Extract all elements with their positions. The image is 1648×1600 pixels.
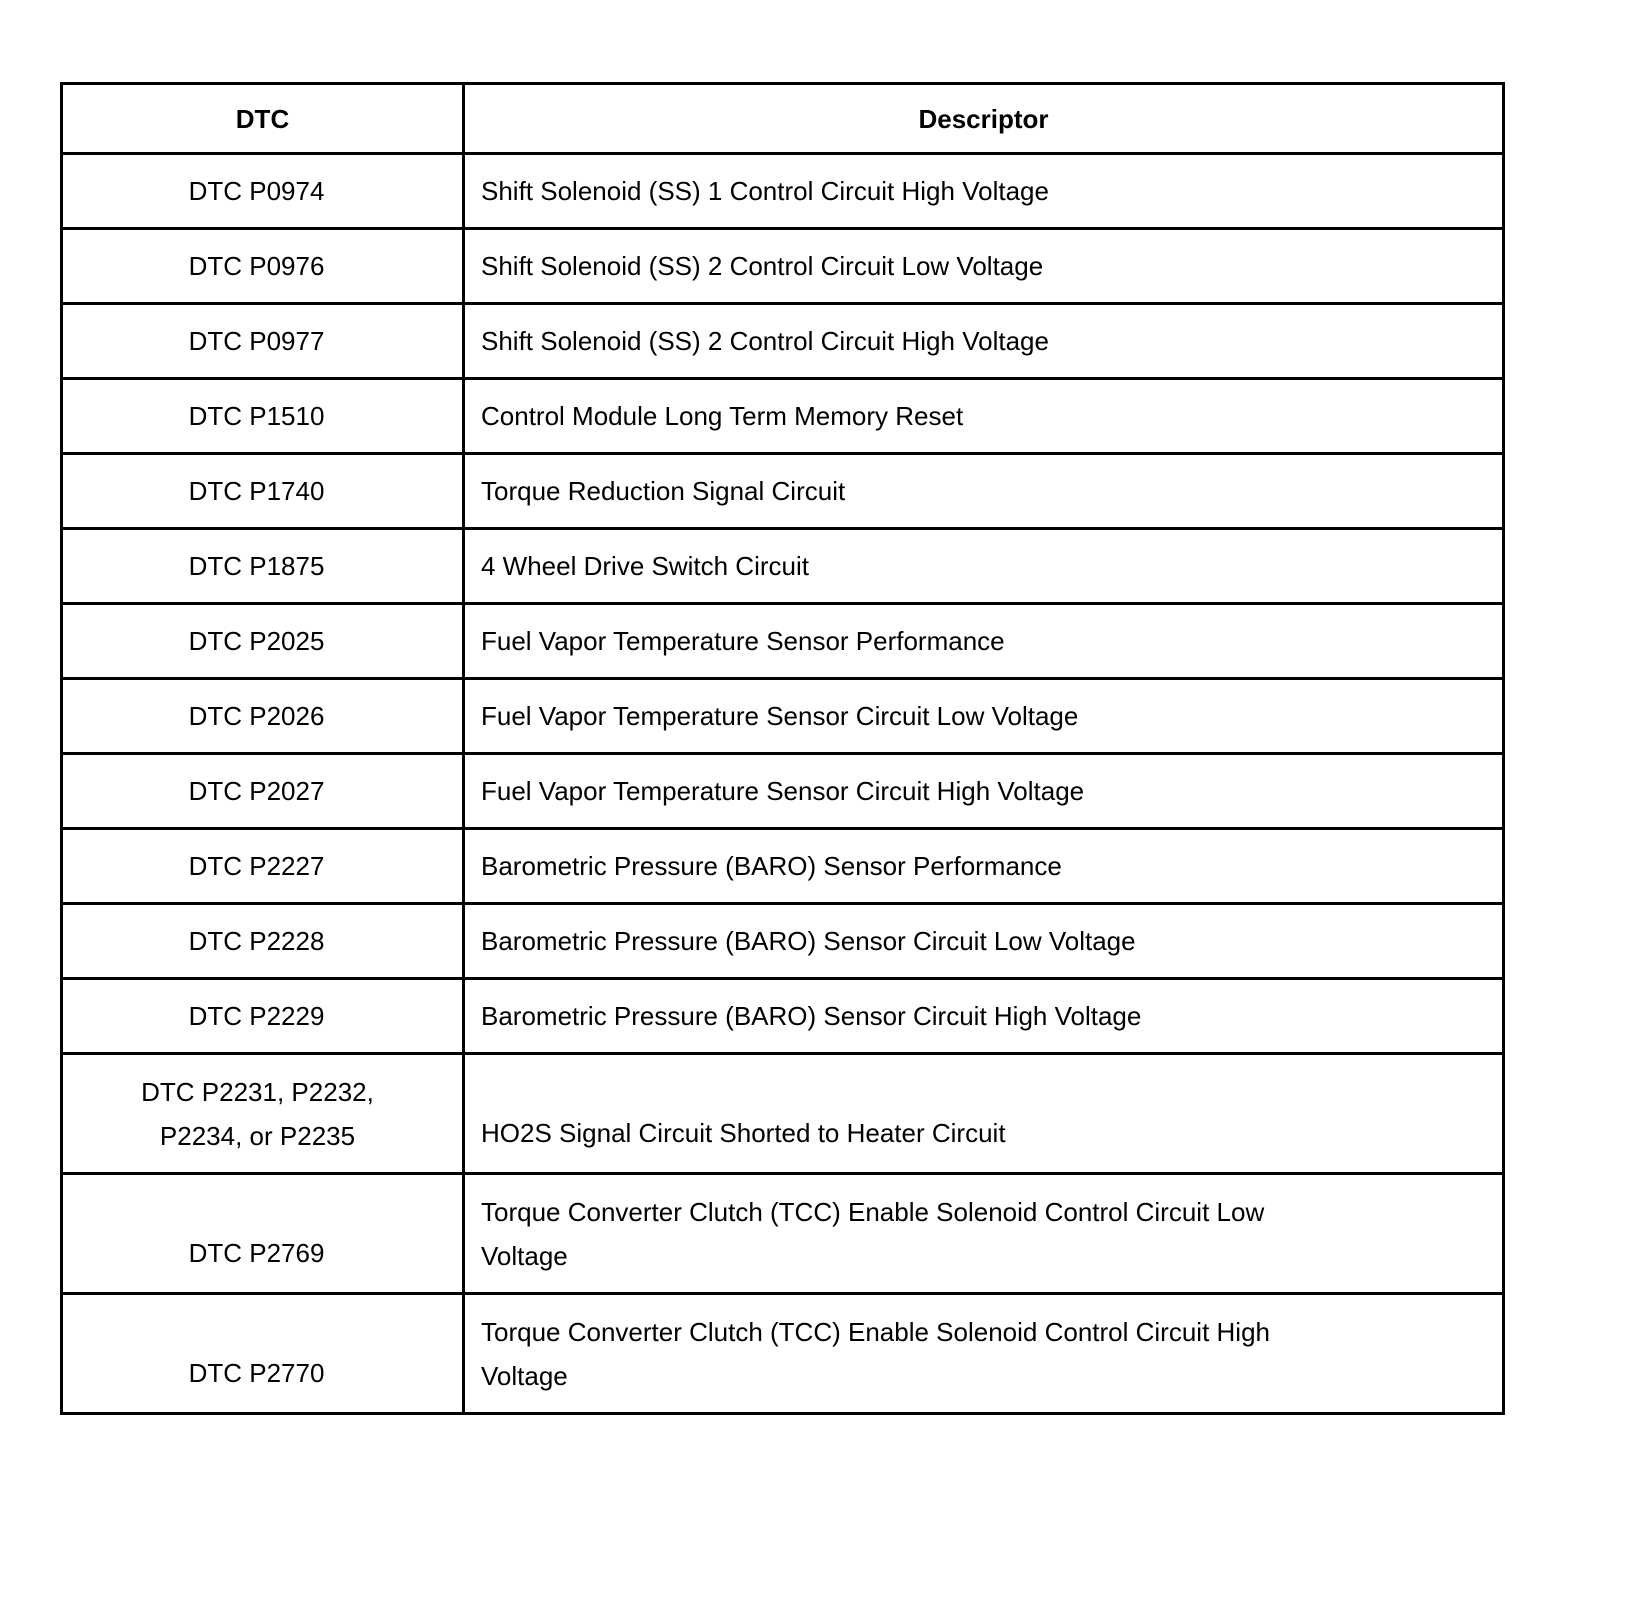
descriptor-cell: Shift Solenoid (SS) 2 Control Circuit Low Voltage xyxy=(464,229,1504,304)
dtc-cell: DTC P1740 xyxy=(62,454,464,529)
table-row xyxy=(62,904,1504,979)
descriptor-cell: Shift Solenoid (SS) 1 Control Circuit High Voltage xyxy=(464,154,1504,229)
dtc-cell: DTC P2026 xyxy=(62,679,464,754)
dtc-cell: DTC P0976 xyxy=(62,229,464,304)
dtc-cell: DTC P2770 xyxy=(62,1294,464,1414)
descriptor-cell: Barometric Pressure (BARO) Sensor Circuit High Voltage xyxy=(464,979,1504,1054)
descriptor-cell: Torque Reduction Signal Circuit xyxy=(464,454,1504,529)
table-row xyxy=(62,529,1504,604)
table-row xyxy=(62,829,1504,904)
descriptor-cell: Barometric Pressure (BARO) Sensor Circuit Low Voltage xyxy=(464,904,1504,979)
dtc-cell: DTC P0974 xyxy=(62,154,464,229)
descriptor-cell: Control Module Long Term Memory Reset xyxy=(464,379,1504,454)
table-row xyxy=(62,1294,1504,1414)
dtc-cell: DTC P2227 xyxy=(62,829,464,904)
table-row xyxy=(62,379,1504,454)
dtc-cell: DTC P0977 xyxy=(62,304,464,379)
table-row xyxy=(62,604,1504,679)
dtc-cell: DTC P2229 xyxy=(62,979,464,1054)
dtc-column-header: DTC xyxy=(62,84,464,154)
descriptor-cell: HO2S Signal Circuit Shorted to Heater Circuit xyxy=(464,1054,1504,1174)
descriptor-cell: Shift Solenoid (SS) 2 Control Circuit High Voltage xyxy=(464,304,1504,379)
descriptor-cell: Fuel Vapor Temperature Sensor Circuit Low Voltage xyxy=(464,679,1504,754)
table-row xyxy=(62,454,1504,529)
descriptor-cell: Fuel Vapor Temperature Sensor Performance xyxy=(464,604,1504,679)
dtc-table xyxy=(60,82,1505,1415)
table-row xyxy=(62,154,1504,229)
dtc-cell: DTC P2769 xyxy=(62,1174,464,1294)
dtc-cell: DTC P2025 xyxy=(62,604,464,679)
table-row xyxy=(62,679,1504,754)
table-row xyxy=(62,754,1504,829)
descriptor-cell: Fuel Vapor Temperature Sensor Circuit High Voltage xyxy=(464,754,1504,829)
descriptor-cell: 4 Wheel Drive Switch Circuit xyxy=(464,529,1504,604)
table-row xyxy=(62,979,1504,1054)
dtc-cell: DTC P2228 xyxy=(62,904,464,979)
descriptor-column-header: Descriptor xyxy=(464,84,1504,154)
table-row xyxy=(62,229,1504,304)
dtc-cell: DTC P1510 xyxy=(62,379,464,454)
dtc-cell: DTC P1875 xyxy=(62,529,464,604)
descriptor-cell: Torque Converter Clutch (TCC) Enable Solenoid Control Circuit High Voltage xyxy=(464,1294,1504,1414)
table-row xyxy=(62,1054,1504,1174)
dtc-cell: DTC P2027 xyxy=(62,754,464,829)
table-header-row xyxy=(62,84,1504,154)
dtc-cell: DTC P2231, P2232, P2234, or P2235 xyxy=(62,1054,464,1174)
table-row xyxy=(62,304,1504,379)
descriptor-cell: Barometric Pressure (BARO) Sensor Performance xyxy=(464,829,1504,904)
descriptor-cell: Torque Converter Clutch (TCC) Enable Solenoid Control Circuit Low Voltage xyxy=(464,1174,1504,1294)
table-row xyxy=(62,1174,1504,1294)
